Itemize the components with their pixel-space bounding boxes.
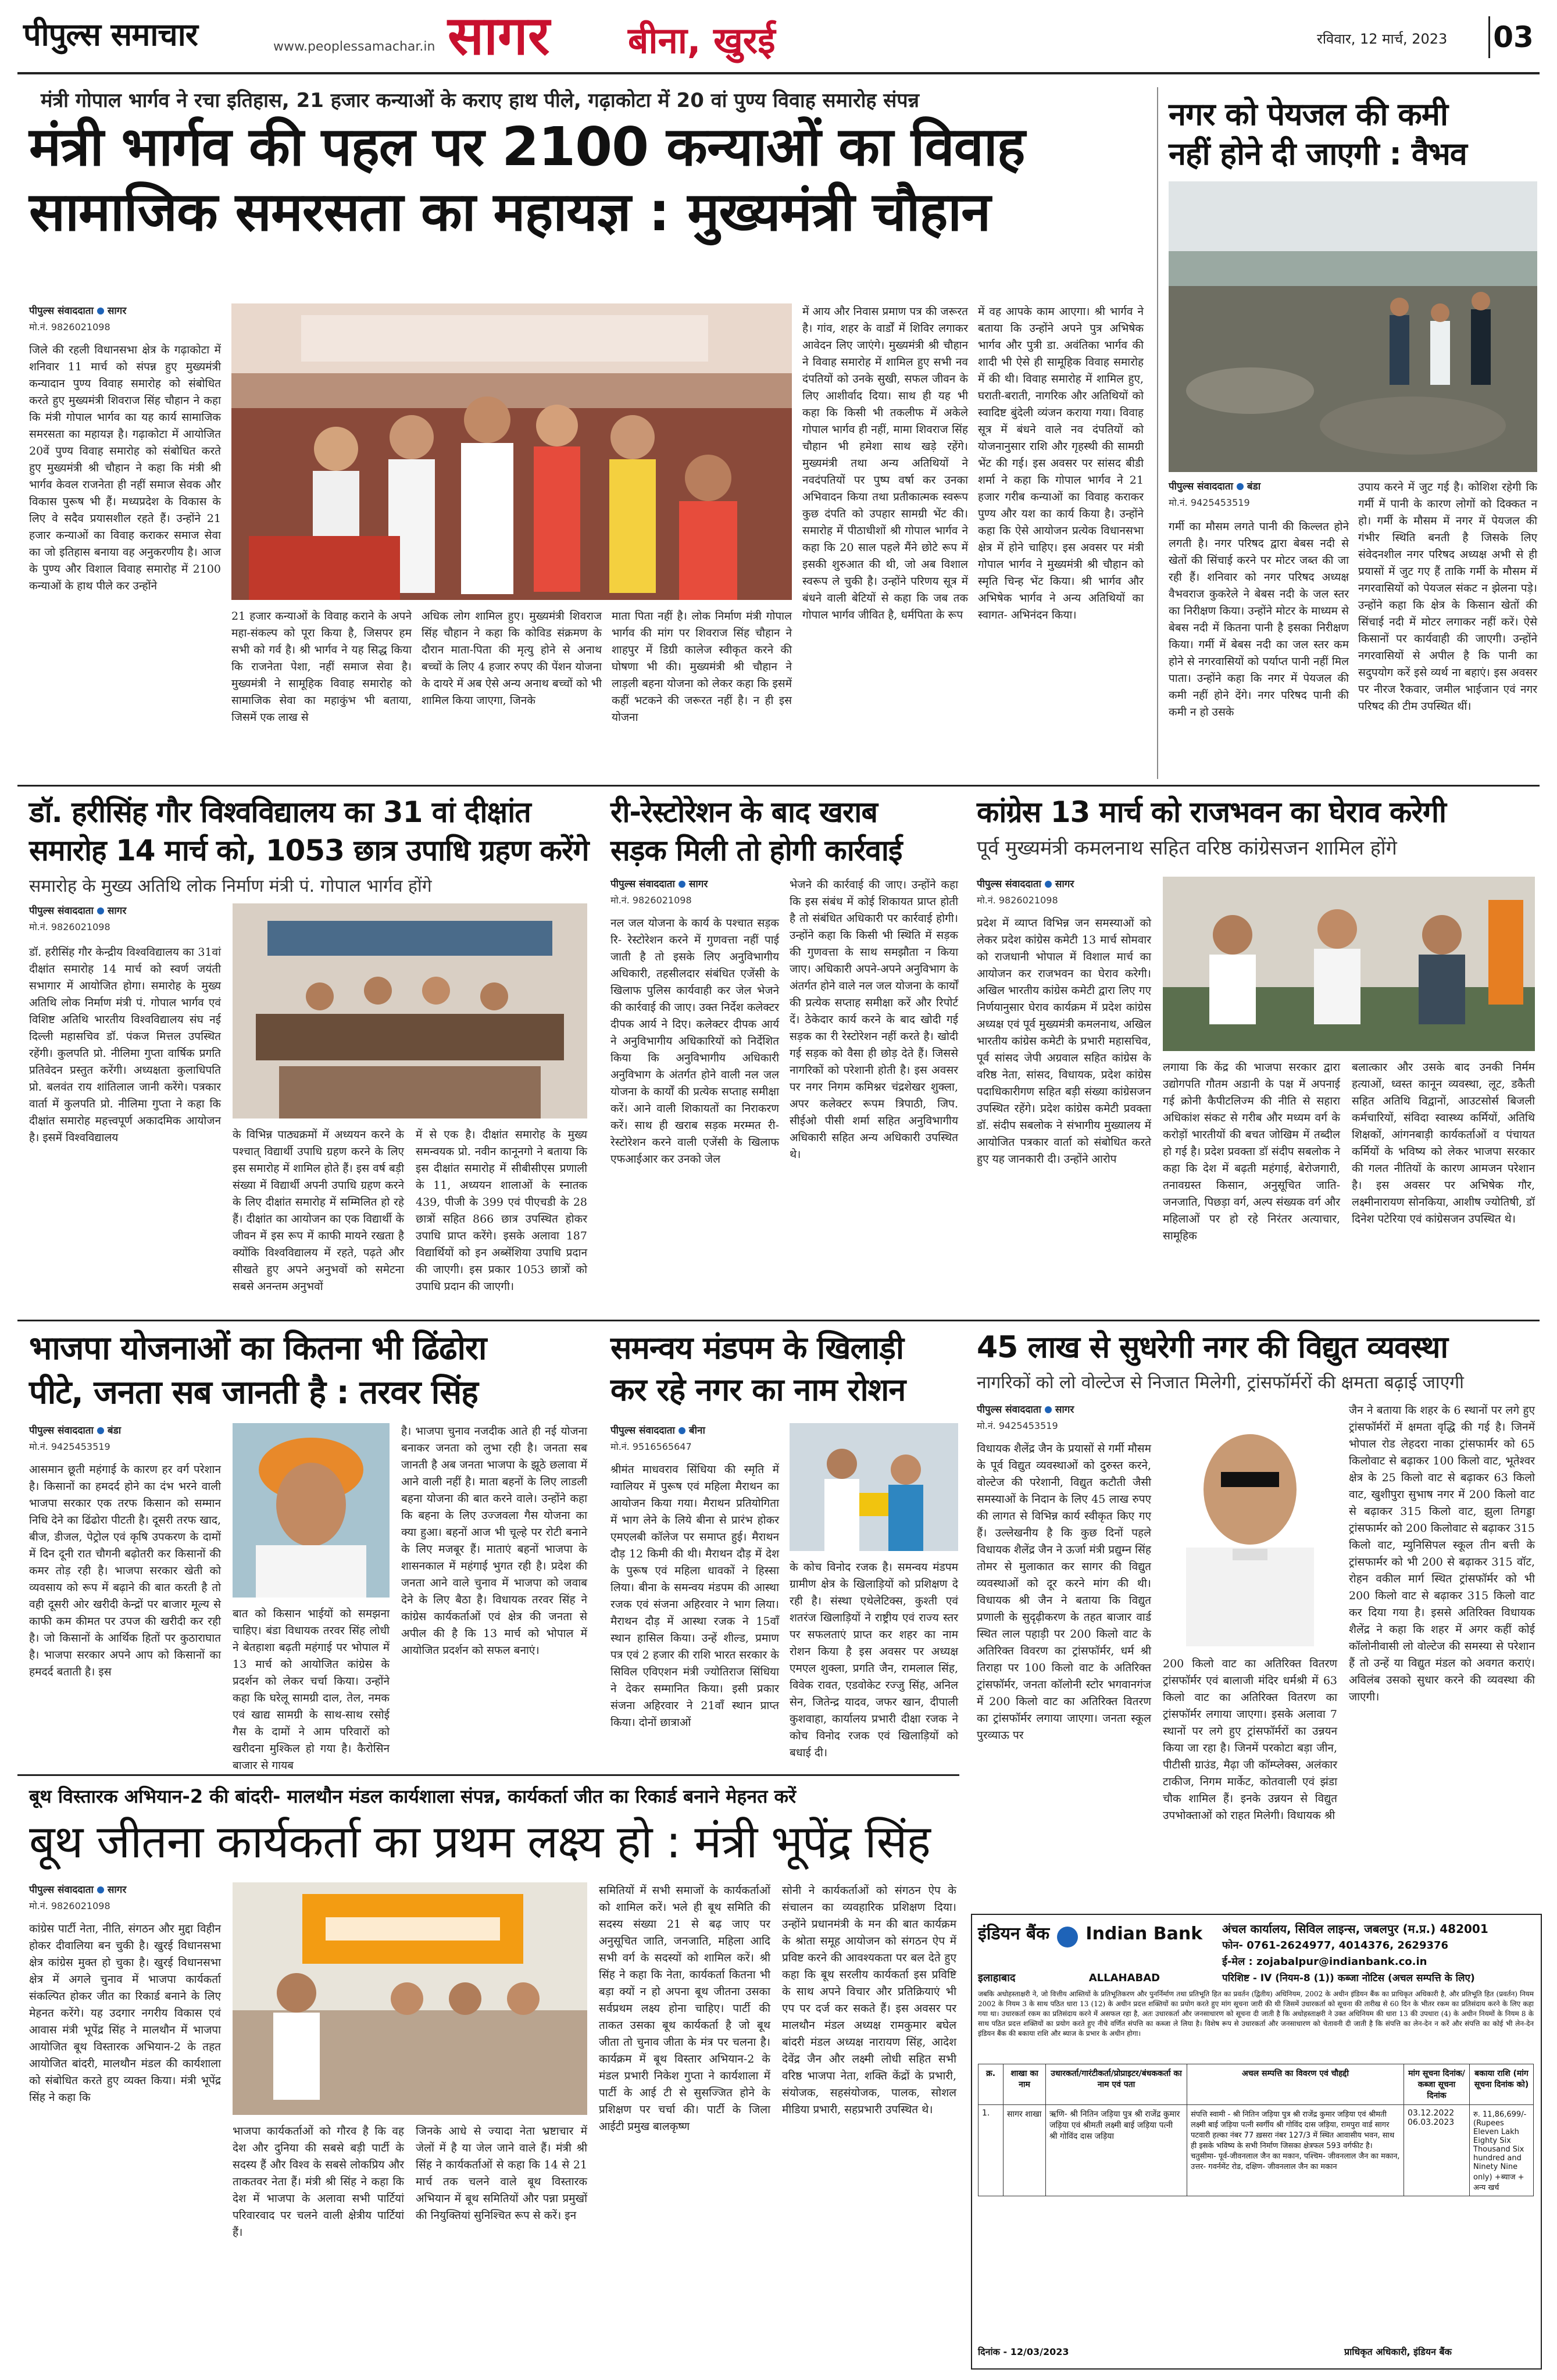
water-headline-2: नहीं होने दी जाएगी : वैभव	[1169, 135, 1467, 172]
byline-dot-icon	[97, 308, 104, 315]
byline-dot-icon	[678, 881, 685, 888]
bank-office: अंचल कार्यालय, सिविल लाइन्स, जबलपुर (म.प्र.) 482001	[1222, 1922, 1488, 1936]
bjp-story	[17, 1327, 599, 1772]
byline-mobile: मो.नं. 9425453519	[29, 1441, 110, 1452]
byline-text: पीपुल्स संवाददाता	[977, 878, 1041, 890]
row-property: संपत्ति स्वामी - श्री नितिन जड़िया पुत्र श्री राजेंद्र कुमार जड़िया एवं श्रीमती लक्ष्मी बाई जड़िया पत्नी स्वर्गीय श्री गोविंद दास जड़िया, रामपुरा वार्ड सागर पटवारी हल्का नंबर 77 ख़सरा नंबर 127/3 में स्थित आवासीय भवन, साथ ही इसके भविष्य के सभी निर्माण जिसका क्षेत्रफल 593 वर्गफीट है। चतुसीमा- पूर्व-जीवनलाल जैन का मकान, पश्चिम- जीवनलाल जैन का मकान, उत्तर- गवर्नमेंट रोड, दक्षिण- जीवनलाल जैन का मकान	[1187, 2105, 1404, 2196]
byline-text: पीपुल्स संवाददाता	[610, 878, 675, 890]
lead-story	[17, 81, 1151, 779]
road-headline-2: सड़क मिली तो होगी कार्रवाई	[610, 834, 902, 867]
univ-col-1: डॉ. हरीसिंह गौर केन्द्रीय विश्वविद्यालय का 31वां दीक्षांत समारोह 14 मार्च को स्वर्ण जयंती सभागार में आयोजित होगा। समारोह के मुख्य अतिथि लोक निर्माण मंत्री पं. गोपाल भार्गव एवं विशिष्ट अतिथि भारतीय विश्वविद्यालय संघ नई दिल्ली महासचिव डॉ. पंकज मित्तल उपस्थित रहेंगी। कुलपति प्रो. नीलिमा गुप्ता वार्षिक प्रगति प्रतिवेदन प्रस्तुत करेंगी। अध्यक्षता कुलाधिपति प्रो. बलवंत राय शांतिलाल जानी करेंगे। पत्रकार वार्ता में कुलपति प्रो. नीलिमा गुप्ता ने कहा कि दीक्षांत समारोह महत्त्वपूर्ण अकादमिक आयोजन है। इसमें विश्वविद्यालय	[29, 946, 221, 1144]
univ-headline-2: समारोह 14 मार्च को, 1053 छात्र उपाधि ग्रहण करेंगे	[29, 834, 589, 867]
bank-appendix: परिशिष्ट - IV (नियम-8 (1)) कब्जा नोटिस (अचल सम्पत्ति के लिए)	[1222, 1972, 1475, 1984]
power-col-3: जैन ने बताया कि शहर के 6 स्थानों पर लगे हुए ट्रांसफॉर्मरों में क्षमता वृद्धि की गई है। जिनमें भोपाल रोड लेहदरा नाका ट्रांसफार्मर को 65 किलोवाट से बढ़ाकर 100 किलो वाट, भूतेश्वर क्षेत्र के 25 किलो वाट से बढ़ाकर 63 किलो वाट, खुशीपुरा सुभाष नगर में 200 किलो वाट से बढ़ाकर 315 किलो वाट, झुला तिगड्डा ट्रांसफार्मर को 200 किलोवाट से बढ़ाकर 315 किलो वाट, म्युनिसिपल स्कूल तीन बत्ती के ट्रांसफार्मर को भी 200 से बढ़ाकर 315 वॉट, रोहन वकील मार्ग स्थित ट्रांसफॉर्मर को भी 200 किलो वाट से बढ़ाकर 315 किलो वाट कर दिया गया है। इससे अतिरिक्त विधायक शैलेंद्र ने कहा कि शहर में अगर कहीं कोई कॉलोनीवासी लो वोल्टेज की समस्या से परेशान हैं तो उन्हें या विद्युत मंडल को अवगत कराएं। अविलंब उसको सुधार करने की व्यवस्था की जाएगी।	[1349, 1404, 1535, 1703]
allahabad-logo	[978, 1971, 1210, 1985]
samanvay-col-2: के कोच विनोद रजक है। समन्वय मंडपम ग्रामीण क्षेत्र के खिलाड़ियों को प्रशिक्षण दे रही है। संस्था एथेलेटिक्स, कुश्ती एवं शतरंज खिलाड़ियों ने राष्ट्रीय एवं राज्य स्तर पर सफलताएं प्राप्त कर शहर का नाम रोशन किया है इस अवसर पर अध्यक्ष एमएल शुक्ला, प्रगति जैन, रामलाल सिंह, विवेक रावत, एडवोकेट रज्जु सिंह, अनिल सेन, जितेन्द्र यादव, जफर खान, दीपाली कुशवाहा, कार्यालय प्रभारी दीक्षा रजक ने कोच विनोद रजक एवं खिलाड़ियों को बधाई दी।	[790, 1561, 958, 1759]
water-story	[1163, 81, 1541, 779]
byline-place: सागर	[107, 905, 127, 917]
wedding-ceremony-photo	[231, 303, 792, 600]
col-header: शाखा का नाम	[1004, 2064, 1046, 2105]
samanvay-headline-1: समन्वय मंडपम के खिलाड़ी	[610, 1330, 904, 1366]
col-header: क्र.	[979, 2064, 1004, 2105]
bank-phone: फोन- 0761-2624977, 4014376, 2629376	[1222, 1939, 1449, 1952]
byline-place: सागर	[1055, 878, 1074, 890]
byline-text: पीपुल्स संवाददाता	[610, 1425, 675, 1436]
row-amount: रु. 11,86,699/- (Rupees Eleven Lakh Eighty Six Thousand Six hundred and Ninety Nine only) +ब्याज + अन्य खर्च	[1470, 2105, 1534, 2196]
byline-text: पीपुल्स संवाददाता	[29, 1425, 94, 1436]
website[interactable]: www.peoplessamachar.in	[273, 40, 435, 54]
issue-date: रविवार, 12 मार्च, 2023	[1317, 31, 1448, 47]
masthead	[0, 0, 1557, 76]
congress-col-3: बलात्कार और उसके बाद उनकी निर्मम हत्याओं, ध्वस्त कानून व्यवस्था, लूट, डकैती सहित अतिथि विद्वानों, आउटसोर्स बिजली कर्मचारियों, संविदा स्वास्थ्य कर्मियों, अतिथि शिक्षकों, आंगनबाड़ी कार्यकर्ताओं व पंचायत कर्मियों के भविष्य को लेकर भाजपा सरकार की गलत नीतियों के कारण आमजन परेशान है। इस अवसर पर अभिषेक गौर, लक्ष्मीनारायण सोनकिया, आशीष ज्योतिषी, डॉ दिनेश पटेरिया एवं कांग्रेसजन उपस्थित थे।	[1352, 1061, 1535, 1225]
byline-mobile: मो.नं. 9425453519	[1169, 497, 1250, 508]
booth-photo	[233, 1882, 587, 2115]
samanvay-photo	[790, 1423, 958, 1551]
table-header-row	[979, 2064, 1534, 2105]
lead-headline-1: मंत्री भार्गव की पहल पर 2100 कन्याओं का विवाह	[29, 116, 1025, 178]
byline-dot-icon	[678, 1427, 685, 1434]
road-story	[605, 792, 965, 1315]
byline-text: पीपुल्स संवाददाता	[29, 905, 94, 917]
booth-headline: बूथ जीतना कार्यकर्ता का प्रथम लक्ष्य हो : मंत्री भूपेंद्र सिंह	[29, 1816, 930, 1868]
bank-footer-date: दिनांक - 12/03/2023	[978, 2346, 1069, 2357]
bank-notice-table	[978, 2064, 1534, 2196]
bank-email[interactable]: ई-मेल : zojabalpur@indianbank.co.in	[1222, 1956, 1427, 1968]
booth-col-5: सोनी ने कार्यकर्ताओं को संगठन ऐप के संचालन का व्यवहारिक प्रशिक्षण दिया। उन्होंने प्रधानमंत्री के मन की बात कार्यक्रम के श्रोता समूह आयोजन को संगठन ऐप में प्रविष्ट करने की आवश्यकता पर बल देते हुए कहा कि बूथ सरलीय कार्यकर्ता इस प्रविष्टि के साथ अपने विचार और प्रतिक्रियाएं भी एप पर दर्ज कर सकते हैं। इस अवसर पर मालथौन मंडल अध्यक्ष रामकुमार बघेल बांदरी मंडल अध्यक्ष नारायण सिंह, आदेश देवेंद्र जैन और लक्ष्मी लोधी सहित सभी वरिष्ठ भाजपा नेता, शक्ति केंद्रों के प्रभारी, संयोजक, सहसंयोजक, पालक, सोशल मीडिया प्रभारी, सहप्रभारी उपस्थित थे।	[782, 1884, 956, 2116]
lead-photo-caption-b: अधिक लोग शामिल हुए। मुख्यमंत्री शिवराज सिंह चौहान ने कहा कि कोविड संक्रमण के दौरान माता-पिता की मृत्यु होने से अनाथ बच्चों के लिए 4 हजार रुपए की पेंशन योजना के दायरे में अब ऐसे अन्य अनाथ बच्चों को भी शामिल किया जाएगा, जिनके	[422, 610, 602, 707]
lead-col-1: जिले की रहली विधानसभा क्षेत्र के गढ़ाकोटा में शनिवार 11 मार्च को संपन्न हुए मुख्यमंत्री कन्यादान पुण्य विवाह समारोह को संबोधित करते हुए मुख्यमंत्री शिवराज सिंह चौहान ने कहा कि मंत्री गोपाल भार्गव का यह कार्य सामाजिक समरसता का महायज्ञ है। गढ़ाकोटा में आयोजित 20वें पुण्य विवाह समारोह को संबोधित करते हुए मुख्यमंत्री श्री चौहान ने कहा कि मंत्री श्री भार्गव केवल राजनेता ही नहीं समाज सेवक और विकास पुरूष भी हैं। मध्यप्रदेश के विकास के लिए वे सदैव प्रयासशील रहते हैं। उन्होंने 21 हजार कन्याओं का विवाह कराकर समाज सेवा का जो इतिहास बनाया वह अनुकरणीय है। आज के पुण्य और विशाल विवाह समारोह में 2100 कन्याओं के हाथ पीले कर उन्होंने	[29, 344, 221, 592]
congress-byline	[977, 877, 1151, 906]
column-divider	[1157, 87, 1158, 779]
row-dates: 03.12.2022 06.03.2023	[1404, 2105, 1470, 2196]
award-ceremony-photo	[790, 1423, 958, 1551]
paper-name: पीपुल्स समाचार	[23, 16, 198, 53]
road-col-2: भेजने की कार्रवाई की जाए। उन्होंने कहा कि इस संबंध में कोई शिकायत प्राप्त होती है तो संबंधित अधिकारी पर कार्रवाई होगी। उन्होंने कहा कि किसी भी स्थिति में सड़क की गुणवत्ता के साथ समझौता न किया जाए। अधिकारी अपने-अपने अनुविभाग के अंतर्गत होने वाले नल जल योजना के कार्यों की प्रत्येक सप्ताह समीक्षा करें और रिपोर्ट दें। ठेकेदार कार्य करने के बाद खोदी गई सड़क का री रेस्टोरेशन नहीं करते है। खोदी गई सड़क को वैसा ही छोड़ देते हैं। जिससे नागरिकों को परेशानी होती है। इस अवसर पर नगर निगम कमिश्नर चंद्रशेखर शुक्ला, अपर कलेक्टर रूपम त्रिपाठी, जिप. सीईओ पीसी शर्मा सहित अनुविभागीय अधिकारी सहित अन्य अधिकारी उपस्थित थे।	[790, 878, 958, 1161]
bank-notice	[971, 1914, 1542, 2370]
lead-col-4: में आय और निवास प्रमाण पत्र की जरूरत है। गांव, शहर के वार्डों में शिविर लगाकर आवेदन लिए जाएंगे। मुख्यमंत्री श्री चौहान ने विवाह समारोह में शामिल हुए सभी नव दंपतियों को उनके सुखी, सफल जीवन के लिए आशीर्वाद दिया। साथ ही यह भी कहा कि किसी भी तकलीफ में अकेले गोपाल भार्गव ही नहीं, मामा शिवराज सिंह चौहान भी हमेशा साथ खड़े रहेंगे। मुख्यमंत्री तथा अन्य अतिथियों ने नवदंपतियों पर पुष्प वर्षा कर उनका अभिवादन किया तथा प्रतीकात्मक स्वरूप कुछ दंपति को उपहार सामग्री भेंट की। समारोह में पीठाधीशों श्री गोपाल भार्गव ने कहा कि 20 साल पहले मैंने छोटे रूप में इसकी शुरुआत की थी, जो अब विशाल स्वरूप ले चुकी है। उन्होंने परिणय सूत्र में बंधने वाली बेटियों से कहा कि जब तक गोपाल भार्गव जीवित है, धर्मपिता के रूप	[802, 305, 968, 621]
booth-col-3: जिनके आधे से ज्यादा नेता भ्रष्टाचार में जेलों में है या जेल जाने वाले हैं। मंत्री श्री सिंह ने कार्यकर्ताओं से कहा कि 14 से 21 मार्च तक चलने वाले बूथ विस्तारक अभियान में बूथ समितियों और पन्ना प्रमुखों की नियुक्तियां सुनिश्चित रूप से करें। इन	[416, 2125, 587, 2222]
byline-place: बंडा	[1247, 481, 1261, 492]
road-col-1: नल जल योजना के कार्य के पश्चात सड़क रि- रेस्टोरेशन करने में गुणवत्ता नहीं पाई जाती है तो इसके लिए अनुविभागीय अधिकारी, तहसीलदार संबंधित एजेंसी के खिलाफ पुलिस कार्यवाही कर जेल भेजने की कार्रवाई की जाए। उक्त निर्देश कलेक्टर दीपक आर्य ने दिए। कलेक्टर दीपक आर्य ने अनुविभागीय अधिकारियों को निर्देशित किया कि अनुविभागीय अधिकारी अनुविभाग के अंतर्गत होने वाली नल जल योजना के कार्यों की प्रत्येक सप्ताह समीक्षा करें। आने वाली शिकायतों का निराकरण करें। साथ ही खराब सड़क मरम्मत री-रेस्टोरेशन करने वाली एजेंसी के खिलाफ एफआईआर कर उनको जेल	[610, 917, 779, 1166]
byline-dot-icon	[1045, 881, 1052, 888]
byline-text: पीपुल्स संवाददाता	[1169, 481, 1233, 492]
power-col-1: विधायक शैलेंद्र जैन के प्रयासों से गर्मी मौसम के पूर्व विद्युत व्यवस्थाओं को दुरुस्त करने, वोल्टेज की परेशानी, विद्युत कटौती जैसी समस्याओं के निदान के लिए 45 लाख रुपए की लागत से विभिन्न कार्य स्वीकृत किए गए हैं। उल्लेखनीय है कि कुछ दिनों पहले विधायक शैलेंद्र जैन ने ऊर्जा मंत्री प्रद्युम्न सिंह तोमर से मुलाकात कर सागर की विद्युत व्यवस्थाओं को दूर करने मांग की थी। विधायक श्री जैन ने बताया कि विद्युत प्रणाली के सुदृढ़ीकरण के तहत बाजार वार्ड स्थित लाल पहाड़ी पर 200 किलो वाट के अतिरिक्त विवरण का ट्रांसफॉर्मर, धर्म श्री तिराहा पर 100 किलो वाट के अतिरिक्त ट्रांसफॉर्मर, जनता कॉलोनी स्टोर भगवानगंज में 200 किलो वाट का अतिरिक्त वितरण का ट्रांसफॉर्मर लगाया जाएगा। जनता स्कूल पुरव्याऊ पर	[977, 1442, 1151, 1742]
power-portrait	[1163, 1402, 1337, 1646]
booth-col-1: कांग्रेस पार्टी नेता, नीति, संगठन और मुद्दा विहीन होकर दीवालिया बन चुकी है। खुरई विधानसभा क्षेत्र कांग्रेस मुक्त हो चुका है। खुरई विधानसभा क्षेत्र में अगले चुनाव में भाजपा कार्यकर्ता संकल्पित होकर जीत का रिकार्ड बनाने के लिए मेहनत करेंगे। यह उदगार नगरीय विकास एवं आवास मंत्री भूपेंद्र सिंह ने मालथौन में भाजपा आयोजित बूथ विस्तारक अभियान-2 के तहत आयोजित बांदरी, मालथौन मंडल की कार्यशाला को संबोधित करते हुए व्यक्त किया। मंत्री भूपेंद्र सिंह ने कहा कि	[29, 1922, 221, 2104]
road-byline	[610, 877, 779, 906]
byline-dot-icon	[1237, 483, 1244, 490]
byline-place: सागर	[107, 305, 127, 317]
col-header: उधारकर्ता/गारंटीकर्ता/प्रोप्राइटर/बंधककर्ता का नाम एवं पता	[1046, 2064, 1187, 2105]
masthead-rule	[17, 72, 1540, 74]
byline-place: सागर	[1055, 1404, 1074, 1416]
bjp-col-2: बात को किसान भाईयों को समझना चाहिए। बंडा विधायक तरवर सिंह लोधी ने बेतहाशा बढ़ती महंगाई पर भोपाल में 13 मार्च को आयोजित कांग्रेस के प्रदर्शन को लेकर चर्चा किया। उन्होंने कहा कि घरेलू सामग्री दाल, तेल, नमक एवं खाद्य सामग्री के साथ-साथ रसोई गैस के दामों ने आम परिवारों को खरीदना मुश्किल हो गया है। कैरोसिन बाजार से गायब	[233, 1607, 390, 1772]
lead-photo-caption-c: माता पिता नहीं है। लोक निर्माण मंत्री गोपाल भार्गव की मांग पर शिवराज सिंह चौहान ने शाहपुर में डिग्री कालेज स्वीकृत करने की घोषणा भी की। मुख्यमंत्री श्री चौहान ने लाड़ली बहना योजना को लेकर कहा कि इसमें कहीं भटकने की जरूरत नहीं है। न ही इस योजना	[612, 610, 792, 724]
lead-col-5: में वह आपके काम आएगा। श्री भार्गव ने बताया कि उन्होंने अपने पुत्र अभिषेक भार्गव और पुत्री डा. अवंतिका भार्गव की शादी भी ऐसे ही सामूहिक विवाह समारोह में की थी। विवाह समारोह में शामिल हुए, घराती-बराती, नागरिक और अतिथियों को स्वादिष्ट बुंदेली व्यंजन कराया गया। विवाह सूत्र में बंधने वाले नव दंपतियों को योजनानुसार राशि और गृहस्थी की सामग्री भेंट की गई। इस अवसर पर सांसद बीडी शर्मा ने कहा कि गोपाल भार्गव ने 21 हजार गरीब कन्याओं का विवाह कराकर पुण्य और यश का कार्य किया है। उन्होंने कहा कि ऐसे आयोजन प्रत्येक विधानसभा क्षेत्र में होने चाहिए। इस अवसर पर मंत्री गोपाल भार्गव ने मुख्यमंत्री श्री चौहान को स्मृति चिन्ह भेंट किया। श्री भार्गव और अभिषेक भार्गव ने अन्य अतिथियों का स्वागत- अभिनंदन किया।	[978, 305, 1144, 621]
byline-mobile: मो.नं. 9516565647	[610, 1441, 692, 1452]
byline-place: बंडा	[107, 1425, 122, 1436]
byline-dot-icon	[97, 1427, 104, 1434]
lead-photo-caption-a: 21 हजार कन्याओं के विवाह कराने के अपने महा-संकल्प को पूरा किया है, जिसपर हम सभी को गर्व है। श्री भार्गव ने यह सिद्ध किया कि राजनेता पेशा, नहीं समाज सेवा है। मुख्यमंत्री ने सामूहिक विवाह समारोह को सामाजिक सेवा का महाकुंभ भी बताया, जिसमें एक लाख से	[231, 610, 412, 724]
booth-byline	[29, 1882, 221, 1912]
bank-logo	[978, 1921, 1210, 1956]
byline-dot-icon	[1045, 1406, 1052, 1413]
booth-col-4: समितियों में सभी समाजों के कार्यकर्ताओं को शामिल करें। भले ही बूथ समिति की सदस्य संख्या 21 से बढ़ जाए पर अनुसूचित जाति, जनजाति, महिला आदि सभी वर्ग के सदस्यों को शामिल करें। श्री सिंह ने कहा कि नेता, कार्यकर्ता कितना भी बड़ा क्यों न हो अपना बूथ जीतना उसका सर्वप्रथम लक्ष्य होना चाहिए। पार्टी की ताकत उसका बूथ कार्यकर्ता है जो बूथ जीता तो चुनाव जीता के मंत्र पर चलना है। कार्यक्रम में बूथ विस्तार अभियान-2 के मंडल प्रभारी निकेश गुप्ता ने कार्यशाला में पार्टी के आई टी से सुसज्जित होने के प्रशिक्षण पर चर्चा की। पार्टी के जिला आईटी प्रमुख बालकृष्ण	[599, 1884, 770, 2133]
univ-col-2: के विभिन्न पाठ्यक्रमों में अध्ययन करने के पश्चात् विद्यार्थी उपाधि ग्रहण करने के लिए इस समारोह में शामिल होते हैं। इस वर्ष बड़ी संख्या में विद्यार्थी अपनी उपाधि ग्रहण करने के लिए दीक्षांत समारोह में सम्मिलित हो रहे हैं। दीक्षांत का आयोजन का एक विद्यार्थी के जीवन में इस रूप में काफी मायने रखता है क्योंकि विश्वविद्यालय में रहते, पढ़ते और सीखते हुए अपने अनुभवों को समेटना सबसे अनन्तम अनुभवों	[233, 1128, 404, 1293]
page-number	[1488, 16, 1537, 58]
byline-mobile: मो.नं. 9826021098	[29, 921, 110, 932]
riverbed-inspection-photo	[1169, 181, 1537, 472]
congress-story	[971, 792, 1541, 1315]
bjp-col-1: आसमान छूती महंगाई के कारण हर वर्ग परेशान है। किसानों का हमदर्द होने का दंभ भरने वाली भाजपा सरकार एक तरफ किसान को सम्मान निधि देने का ढिंढोरा पीटती है। दूसरी तरफ खाद, बीज, डीजल, पेट्रोल एवं कृषि उपकरण के दामों में दिन दूनी रात चौगनी बढ़ोतरी कर किसानों की कमर तोड़ रही है। भाजपा सरकार खेती को व्यवसाय को रूप में बढ़ाने की बात करती है तो वही दूसरी ओर खरीदी केन्द्रों पर बाजार मूल्य से काफी कम कीमत पर उपज की खरीदी कर रही है। जो किसानों के आर्थिक हितों पर कुठाराघात है। भाजपा सरकार अपने आप को किसानों का हमदर्द बताती है। इस	[29, 1463, 221, 1678]
tarvar-singh-portrait	[233, 1423, 390, 1598]
workshop-stage-photo	[233, 1882, 587, 2115]
possession-table	[978, 2064, 1534, 2196]
power-headline: 45 लाख से सुधरेगी नगर की विद्युत व्यवस्था	[977, 1330, 1448, 1365]
byline-text: पीपुल्स संवाददाता	[29, 1884, 94, 1896]
congress-photo	[1163, 877, 1535, 1051]
row-branch: सागर शाखा	[1004, 2105, 1046, 2196]
bank-name-hi: इंडियन बैंक	[978, 1924, 1050, 1944]
university-story	[17, 792, 599, 1315]
booth-kicker: बूथ विस्तारक अभियान-2 की बांदरी- मालथौन मंडल कार्यशाला संपन्न, कार्यकर्ता जीत का रिकार्ड बनाने मेहनत करें	[29, 1785, 797, 1807]
water-col-2: उपाय करने में जुट गई है। कोशिश रहेगी कि गर्मी में पानी के कारण लोगों को दिक्कत न हो। गर्मी के मौसम में नगर में पेयजल की गंभीर स्थिति बनती है जिसके लिए संवेदनशील नगर परिषद अध्यक्ष अभी से ही प्रयासों में जुट गए हैं ताकि गर्मी के मौसम में नगरवासियों को पेयजल संकट न झेलना पड़े। उन्होंने कहा कि क्षेत्र के किसान खेतों की सिंचाई नदी में मोटर लगाकर नहीं करें। ऐसे किसानों पर कार्यवाही की जाएगी। उन्होंने नगरवासियों से अपील है कि पानी का सदुपयोग करें इसे व्यर्थ ना बहाएं। इस अवसर पर नीरज रैकवार, जमील भाईजान एवं नगर परिषद की टीम उपस्थित थीं।	[1358, 481, 1537, 713]
road-headline-1: री-रेस्टोरेशन के बाद खराब	[610, 795, 877, 829]
water-headline-1: नगर को पेयजल की कमी	[1169, 96, 1448, 133]
section-rule-1	[17, 785, 1540, 787]
lead-kicker: मंत्री गोपाल भार्गव ने रचा इतिहास, 21 हजार कन्याओं के कराए हाथ पीले, गढ़ाकोटा में 20 वां पुण्य विवाह समारोह संपन्न	[41, 89, 919, 112]
power-subhead: नागरिकों को लो वोल्टेज से निजात मिलेगी, ट्रांसफॉर्मरों की क्षमता बढ़ाई जाएगी	[977, 1373, 1464, 1393]
col-header: अचल सम्पत्ति का विवरण एवं चौहद्दी	[1187, 2064, 1404, 2105]
byline-place: बीना	[688, 1425, 705, 1436]
allahabad-en: ALLAHABAD	[1088, 1972, 1160, 1984]
congress-press-photo	[1163, 877, 1535, 1051]
sub-cities: बीना, खुरई	[628, 19, 776, 62]
congress-headline: कांग्रेस 13 मार्च को राजभवन का घेराव करेगी	[977, 795, 1446, 829]
bjp-byline	[29, 1423, 221, 1453]
byline-place: सागर	[688, 878, 708, 890]
univ-photo	[233, 903, 587, 1118]
shailendra-jain-portrait	[1163, 1402, 1337, 1646]
booth-story	[17, 1780, 965, 2367]
power-byline	[977, 1402, 1151, 1432]
section-rule-2	[17, 1320, 1540, 1321]
univ-col-3: में से एक है। दीक्षांत समारोह के मुख्य समन्वयक प्रो. नवीन कानूनगो ने बताया कि इस दीक्षांत समारोह में सीबीसीएस प्रणाली के 11, अध्ययन शालाओं के स्नातक 439, पीजी के 399 एवं पीएचडी के 28 छात्रों सहित 866 छात्र उपस्थित होकर उपाधि प्राप्त करेंगे। इसके अलावा 187 विद्यार्थियों को इन अब्सेंशिया उपाधि प्रदान की जाएगी। इस प्रकार 1053 छात्रों को उपाधि प्रदान की जाएगी।	[416, 1128, 587, 1293]
power-story	[971, 1327, 1541, 1908]
press-conference-photo	[233, 903, 587, 1118]
byline-mobile: मो.नं. 9425453519	[977, 1420, 1058, 1431]
lead-byline	[29, 303, 221, 333]
samanvay-story	[605, 1327, 965, 1768]
bank-emblem-icon	[1057, 1927, 1078, 1947]
samanvay-byline	[610, 1423, 779, 1453]
univ-byline	[29, 903, 221, 933]
water-photo	[1169, 181, 1537, 472]
bjp-col-3: है। भाजपा चुनाव नजदीक आते ही नई योजना बनाकर जनता को लुभा रही है। जनता सब जानती है अब जनता भाजपा के झूठे छलावा में आने वाली नहीं है। माता बहनों के लिए लाडली बहना योजना की बात करने वाले। उन्होंने कहा कि बहना के लिए उज्जवला गैस योजना का क्या हुआ। बहनों आज भी चूल्हे पर रोटी बनाने के लिए मजबूर हैं। माताएं बहनों भाजपा के शासनकाल में महंगाई भुगत रही है। प्रदेश की जनता आने वाले चुनाव में भाजपा को जवाब देने के लिए बैठा है। विधायक तरवर सिंह ने कांग्रेस कार्यकर्ताओं एवं क्षेत्र की जनता से अपील की है कि 13 मार्च को भोपाल में आयोजित प्रदर्शन को सफल बनाएं।	[401, 1425, 587, 1657]
bjp-headline-2: पीटे, जनता सब जानती है : तरवर सिंह	[29, 1374, 478, 1411]
booth-col-2: भाजपा कार्यकर्ताओं को गौरव है कि वह देश और दुनिया की सबसे बड़ी पार्टी के सदस्य हैं और विश्व के सबसे लोकप्रिय और ताकतवर नेता हैं। मंत्री श्री सिंह ने कहा कि देश में भाजपा के अलावा सभी पार्टियां परिवारवाद पर चलने वाली क्षेत्रीय पार्टियां हैं।	[233, 2125, 404, 2239]
table-row	[979, 2105, 1534, 2196]
bjp-headline-1: भाजपा योजनाओं का कितना भी ढिंढोरा	[29, 1330, 487, 1367]
bjp-portrait	[233, 1423, 390, 1598]
byline-text: पीपुल्स संवाददाता	[977, 1404, 1041, 1416]
col-header: बकाया राशि (मांग सूचना दिनांक को)	[1470, 2064, 1534, 2105]
allahabad-hi: इलाहाबाद	[978, 1972, 1016, 1984]
byline-dot-icon	[97, 907, 104, 914]
byline-mobile: मो.नं. 9826021098	[977, 895, 1058, 906]
power-col-2: 200 किलो वाट का अतिरिक्त वितरण ट्रांसफॉर्मर एवं बालाजी मंदिर धर्मश्री में 63 किलो वाट का अतिरिक्त वितरण का ट्रांसफॉर्मर लगाया जाएगा। इसके अलावा 7 स्थानों पर लगे हुए ट्रांसफॉर्मरों का उन्नयन किया जा रहा है। जिनमें परकोटा बड़ा जीन, पीटीसी ग्राउंड, मैढ़ा जी कॉम्प्लेक्स, अलंकार टाकीज, निगम मार्केट, कोतवाली एवं झंडा चौक शामिल हैं। इनके उन्नयन से विद्युत उपभोक्ताओं को राहत मिलेगी। विधायक श्री	[1163, 1657, 1337, 1822]
water-byline	[1169, 479, 1349, 509]
page-number-value: 03	[1493, 20, 1534, 54]
congress-subhead: पूर्व मुख्यमंत्री कमलनाथ सहित वरिष्ठ कांग्रेसजन शामिल होंगे	[977, 837, 1397, 860]
univ-subhead: समारोह के मुख्य अतिथि लोक निर्माण मंत्री पं. गोपाल भार्गव होंगे	[29, 876, 432, 896]
bank-notice-text: जबकि अधोहस्ताक्षरी ने, जो वित्तीय आस्तियों के प्रतिभूतिकरण और पुनर्निर्माण तथा प्रतिभूति हित का प्रवर्तन (द्वितीय) अधिनियम, 2002 के अधीन इंडियन बैंक का प्राधिकृत अधिकारी है, और प्रतिभूति हित (प्रवर्तन) नियम 2002 के नियम 3 के साथ पठित धारा 13 (12) के अधीन प्रदत्त शक्तियों का प्रयोग करते हुए मांग सूचना जारी की थी जिसमें उधारकर्ता को सूचना की तारीख से 60 दिन के भीतर रकम का प्रतिसंदाय करने के लिए कहा गया था। उधारकर्ता रकम का प्रतिसंदाय करने में असफल रहा है, अतः उधारकर्ता और जनसाधारण को सूचना दी जाती है कि अधोहस्ताक्षरी ने उक्त अधिनियम की धारा 13 की उपधारा (4) के अधीन नियमों के नियम 8 के साथ पठित प्रदत्त शक्तियों का प्रयोग करते हुए नीचे वर्णित संपत्ति का कब्जा ले लिया है। विशेष रूप से उधारकर्ता और जनसाधारण को चेतावनी दी जाती है कि संपत्ति का लेन-देन न करें और संपत्ति का कोई भी लेन-देन इंडियन बैंक की बकाया राशि और ब्याज के प्रभार के अधीन होगा।	[978, 1990, 1534, 2038]
row-no: 1.	[979, 2105, 1004, 2196]
byline-place: सागर	[107, 1884, 127, 1896]
water-col-1: गर्मी का मौसम लगते पानी की किल्लत होने लगती है। नगर परिषद द्वारा बेबस नदी से खेतों की सिंचाई करने पर मोटर जब्त की जा रही हैं। शनिवार को नगर परिषद अध्यक्ष वैभवराज कुकरेले ने बेबस नदी के जल स्तर का निरीक्षण किया। उन्होंने मोटर के माध्यम से बेबस नदी में कितना पानी है इसका निरीक्षण किया। गर्मी में बेबस नदी का जल स्तर कम होने से नगरवासियों को पर्याप्त पानी नहीं मिल पाता। उन्होंने कहा कि नगर में पेयजल की कमी नहीं होने देंगे। नगर परिषद पानी की कमी न हो उसके	[1169, 520, 1349, 719]
congress-col-1: प्रदेश में व्याप्त विभिन्न जन समस्याओं को लेकर प्रदेश कांग्रेस कमेटी 13 मार्च सोमवार को राजधानी भोपाल में विशाल मार्च का आयोजन कर राजभवन का घेराव करेगी। अखिल भारतीय कांग्रेस कमेटी द्वारा लिए गए निर्णयानुसार घेराव कार्यक्रम में प्रदेश कांग्रेस अध्यक्ष एवं पूर्व मुख्यमंत्री कमलनाथ, अखिल भारतीय कांग्रेस कमेटी के प्रभारी महासचिव, पूर्व सांसद जेपी अग्रवाल सहित कांग्रेस के वरिष्ठ नेता, सांसद, विधायक, प्रदेश कांग्रेस पदाधिकारीगण सहित बड़ी संख्या कांग्रेसजन उपस्थित रहेंगे। प्रदेश कांग्रेस कमेटी प्रवक्ता डॉ. संदीप सबलोक ने संभागीय मुख्यालय में आयोजित पत्रकार वार्ता को संबोधित करते हुए यह जानकारी दी। उन्होंने आरोप	[977, 917, 1151, 1166]
byline-text: पीपुल्स संवाददाता	[29, 305, 94, 317]
paper-logo	[23, 16, 267, 53]
congress-col-2: लगाया कि केंद्र की भाजपा सरकार द्वारा उद्योगपति गौतम अडानी के पक्ष में अपनाई गई क्रोनी कैपीटलिज्म की नीति से सहारा अधिकांश संकट से गरीब और मध्यम वर्ग के करोड़ों भारतीयों की बचत जोखिम में तब्दील हो गई है। प्रदेश प्रवक्ता डॉ संदीप सबलोक ने कहा कि देश में बढ़ती महंगाई, बेरोजगारी, तनावग्रस्त किसान, अनुसूचित जाति-जनजाति, पिछड़ा वर्ग, अल्प संख्यक वर्ग और महिलाओं पर हो रहे निरंतर अत्याचार, सामूहिक	[1163, 1061, 1340, 1242]
univ-headline-1: डॉ. हरीसिंह गौर विश्वविद्यालय का 31 वां दीक्षांत	[29, 795, 531, 829]
byline-mobile: मो.नं. 9826021098	[29, 1900, 110, 1911]
samanvay-col-1: श्रीमंत माधवराव सिंधिया की स्मृति में ग्वालियर में पुरूष एवं महिला मैराथन का आयोजन किया गया। मैराथन प्रतियोगिता में भाग लेने के लिये बीना से प्रारंभ होकर एमएलबी कॉलेज पर समाप्त हुई। मैराथन दौड़ 12 किमी की थी। मैराथन दौड़ में देश के पुरूष एवं महिला धावकों ने हिस्सा लिया। बीना के समन्वय मंडपम की आस्था रजक एवं संजना अहिरवार ने भाग लिया। मैराथन दौड़ में आस्था रजक ने 15वाँ स्थान हासिल किया। उन्हें शील्ड, प्रमाण पत्र एवं 2 हजार की राशि भारत सरकार के सिविल एविएशन मंत्री ज्योतिराज सिंधिया ने देकर सम्मानित किया। इसी प्रकार संजना अहिरवार ने 21वाँ स्थान प्राप्त किया। दोनों छात्राओं	[610, 1463, 779, 1729]
bank-footer-sign: प्राधिकृत अधिकारी, इंडियन बैंक	[1344, 2346, 1452, 2357]
byline-mobile: मो.नं. 9826021098	[610, 895, 692, 906]
byline-dot-icon	[97, 1886, 104, 1893]
section-rule-3	[17, 1774, 959, 1776]
bank-name-en: Indian Bank	[1085, 1924, 1203, 1944]
lead-headline-2: सामाजिक समरसता का महायज्ञ : मुख्यमंत्री चौहान	[29, 181, 991, 243]
city-title: सागर	[448, 5, 550, 67]
col-header: मांग सूचना दिनांक/कब्जा सूचना दिनांक	[1404, 2064, 1470, 2105]
lead-photo	[231, 303, 792, 600]
byline-mobile: मो.नं. 9826021098	[29, 321, 110, 333]
samanvay-headline-2: कर रहे नगर का नाम रोशन	[610, 1371, 906, 1408]
row-borrower: ऋणि- श्री नितिन जड़िया पुत्र श्री राजेंद्र कुमार जड़िया एवं श्रीमती लक्ष्मी बाई जड़िया पत्नी श्री गोविंद दास जड़िया	[1046, 2105, 1187, 2196]
